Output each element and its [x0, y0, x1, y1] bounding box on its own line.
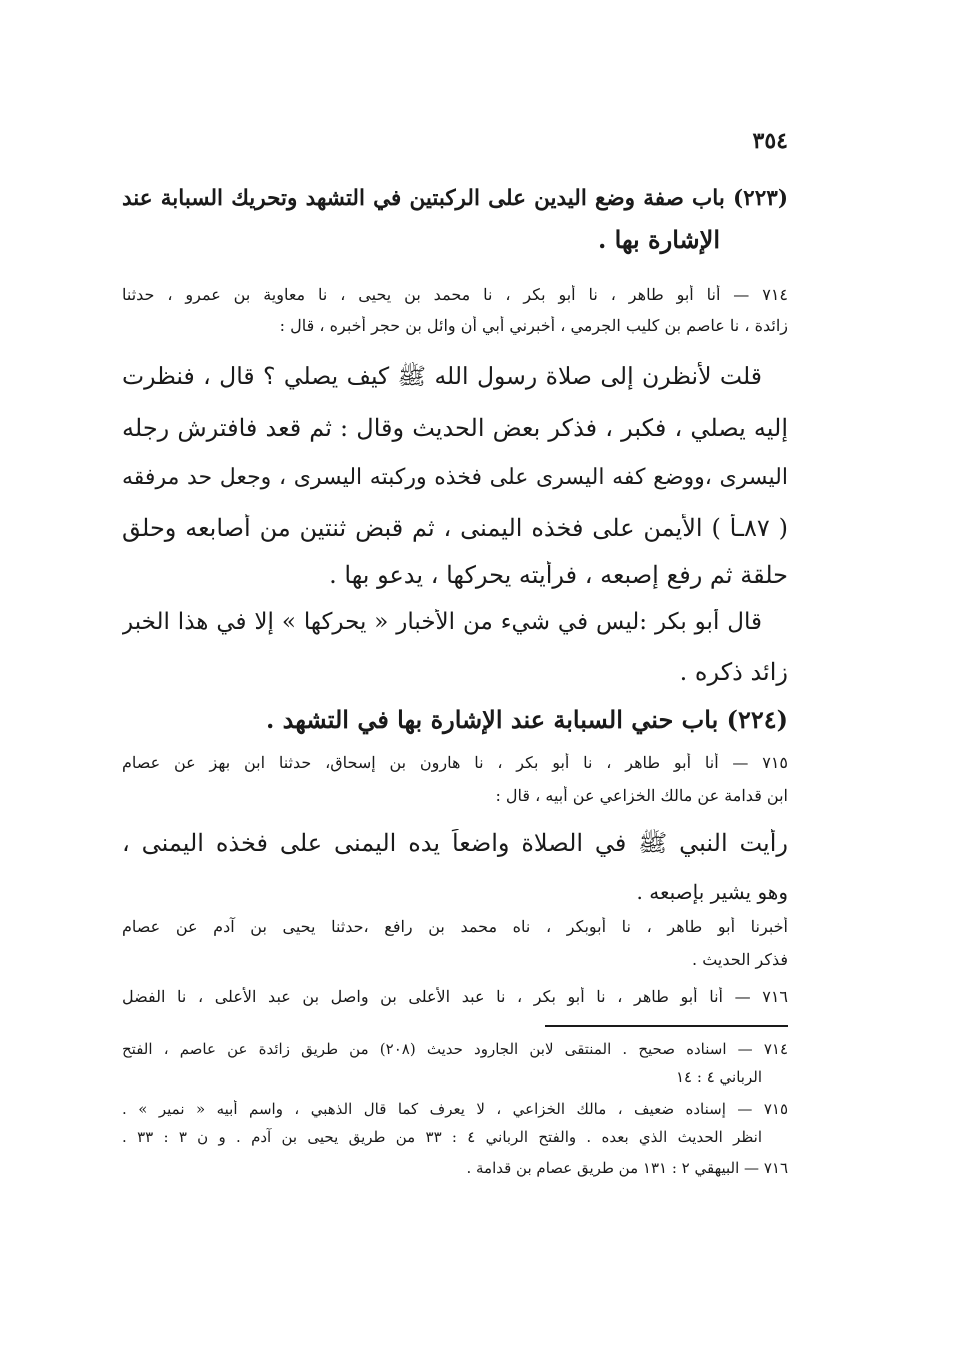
hadith-714-matn-line-2: إليه يصلي ، فكبر ، فذكر بعض الحديث وقال : ثم قعد فافترش رجله	[122, 414, 788, 442]
comment-line-1: قال أبو بكر :ليس في شيء من الأخبار « يحركها » إلا في هذا الخبر	[122, 609, 762, 635]
hadith-714-matn-line-4: ( ٨٧ـأ ) الأيمن على فخذه اليمنى ، ثم قبض ثنتين من أصابعه وحلق	[122, 514, 788, 542]
comment-line-2: زائد ذكره .	[679, 658, 788, 686]
hadith-715-isnad-line-1: ٧١٥ — أنا أبو طاهر ، نا أبو بكر ، نا هارون بن إسحاق، حدثنا ابن بهز عن عصام	[122, 753, 788, 772]
footnote-716-line-1: ٧١٦ — البيهقي ٢ : ١٣١ من طريق عصام بن قدامة .	[466, 1159, 788, 1177]
footnote-714-line-2: الرباني ٤ : ١٤	[676, 1068, 762, 1086]
hadith-714-matn-line-1: قلت لأنظرن إلى صلاة رسول الله ﷺ كيف يصلي ؟ قال ، فنظرت	[122, 362, 762, 390]
footnote-715-line-2: انظر الحديث الذي بعده . والفتح الرباني ٤ : ٣٣ من طريق يحيى بن آدم . و ن ٣ : ٣٣ .	[122, 1128, 762, 1146]
hadith-715-matn-line-1: رأيت النبي ﷺ في الصلاة واضعاً يده اليمنى على فخذه اليمنى ،	[122, 829, 788, 857]
hadith-714-isnad-line-1: ٧١٤ — أنا أبو طاهر ، نا أبو بكر ، نا محمد بن يحيى ، نا معاوية بن عمرو ، حدثنا	[122, 285, 788, 304]
chapter-224-title: (٢٢٤) باب حني السبابة عند الإشارة بها في التشهد .	[265, 706, 788, 734]
chapter-223-title-line-1: (٢٢٣) باب صفة وضع اليدين على الركبتين في التشهد وتحريك السبابة عند	[122, 186, 788, 211]
hadith-716-isnad-line-1: ٧١٦ — أنا أبو طاهر ، نا أبو بكر ، نا عبد الأعلى بن واصل بن عبد الأعلى ، نا الفضل	[122, 987, 788, 1006]
footnote-divider	[545, 1025, 788, 1027]
hadith-714-matn-line-3: اليسرى ،ووضع كفه اليسرى على فخذه وركبته اليسرى ، وجعل حد مرفقه	[122, 465, 788, 490]
alt-chain-line-1: أخبرنا أبو طاهر ، نا أبوبكر ، ناه محمد بن رافع ،حدثنا يحيى بن آدم عن عصام	[122, 917, 788, 936]
hadith-714-matn-line-5: حلقة ثم رفع إصبعه ، فرأيته يحركها ، يدعو بها .	[329, 561, 788, 589]
chapter-223-title-line-2: الإشارة بها .	[597, 226, 720, 254]
alt-chain-line-2: فذكر الحديث .	[692, 950, 788, 969]
hadith-714-isnad-line-2: زائدة ، نا عاصم بن كليب الجرمي ، أخبرني أبي أن وائل بن حجر أخبره ، قال :	[279, 316, 788, 335]
hadith-715-isnad-line-2: ابن قدامة عن مالك الخزاعي عن أبيه ، قال :	[495, 786, 788, 805]
footnote-714-line-1: ٧١٤ — اسناده صحيح . المنتقى لابن الجارود حديث (٢٠٨) من طريق زائدة عن عاصم ، الفتح	[122, 1040, 788, 1058]
footnote-715-line-1: ٧١٥ — إسناده ضعيف ، مالك الخزاعي ، لا يعرف كما قال الذهبي ، واسم أبيه « نمير » .	[122, 1100, 788, 1118]
page-number: ٣٥٤	[752, 128, 788, 154]
hadith-715-matn-line-2: وهو يشير بإصبعه .	[636, 880, 788, 904]
